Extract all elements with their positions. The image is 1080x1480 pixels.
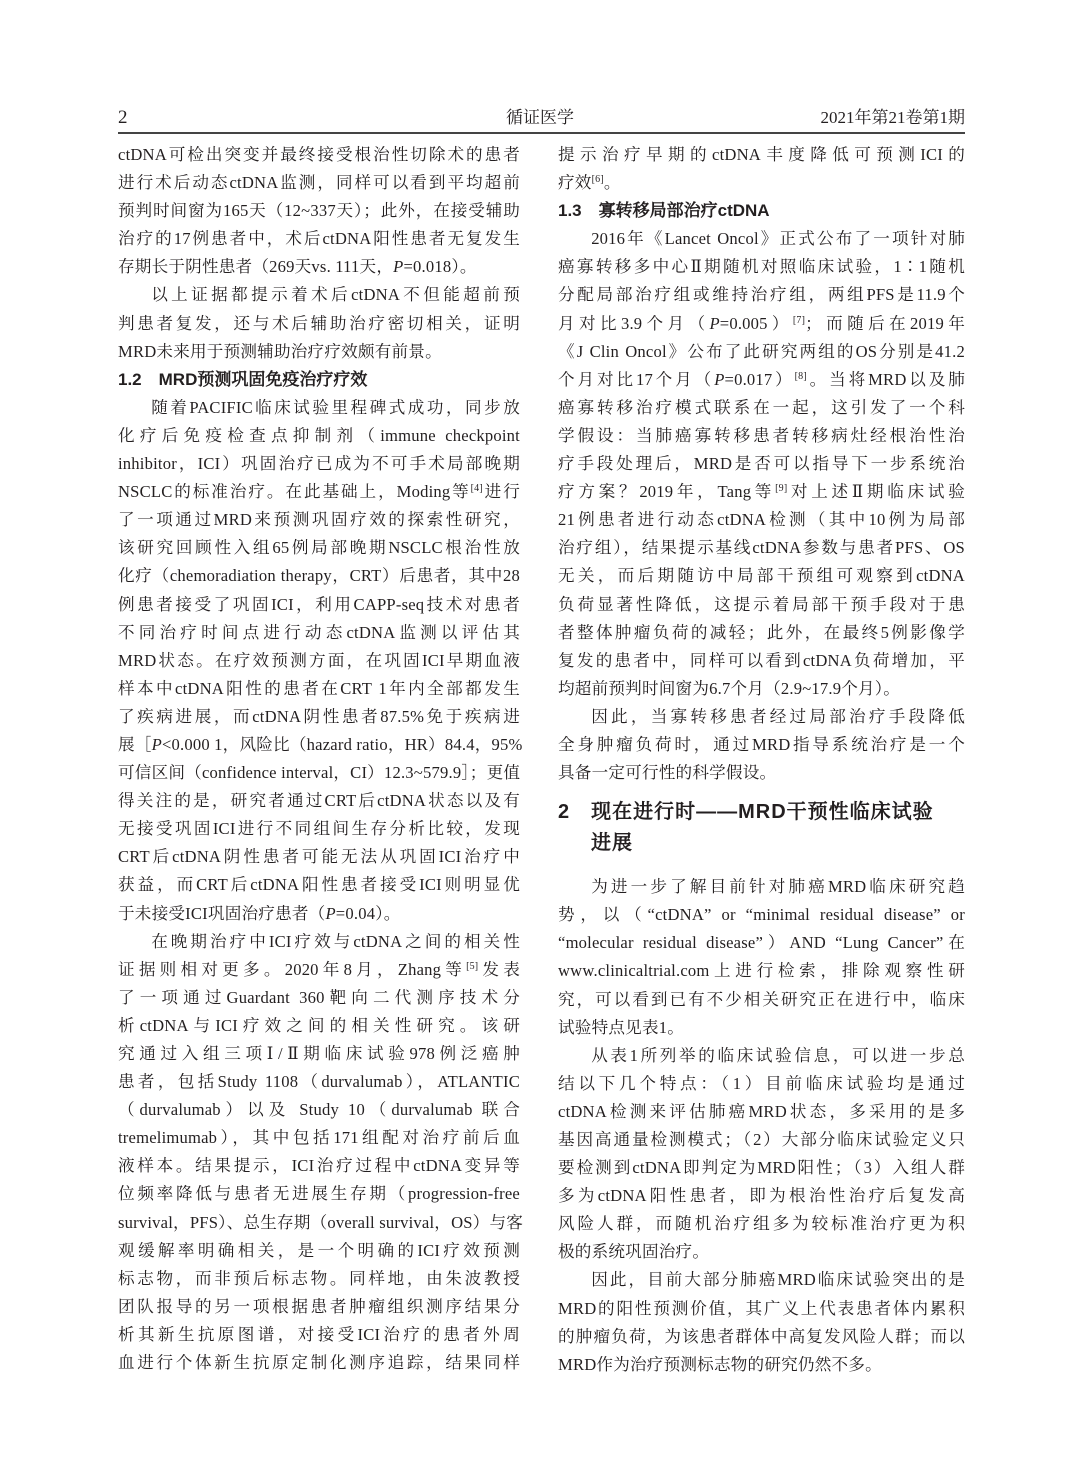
text-line	[558, 366, 965, 394]
text-line: ctDNA可检出突变并最终接受根治性切除术的患者	[118, 145, 520, 164]
citation-ref: [9]	[775, 483, 788, 495]
text-segment: 疗效	[558, 173, 592, 193]
text-line: 液样本。结果提示，ICI治疗过程中ctDNA变异等	[118, 1156, 520, 1176]
italic-symbol: P	[709, 313, 720, 333]
text-line: 基因高通量检测模式；（2）大部分临床试验定义只	[558, 1130, 965, 1149]
text-line: 了一项通过Guardant 360靶向二代测序技术分	[118, 987, 520, 1007]
text-line: 为进一步了解目前针对肺癌MRD临床研究趋	[591, 877, 965, 897]
text-line: 极的系统巩固治疗。	[558, 1242, 710, 1262]
text-line: 2016年《Lancet Oncol》正式公布了一项针对肺	[591, 229, 965, 249]
text-line: 了疾病进展，而ctDNA阴性患者87.5%免于疾病进	[118, 706, 520, 726]
text-line: 化疗后免疫检查点抑制剂（immune checkpoint	[118, 425, 520, 445]
text-line: inhibitor，ICI）巩固治疗已成为不可手术局部晚期	[118, 454, 520, 474]
text-line: 可信区间（confidence interval，CI）12.3~579.9］；更值	[118, 763, 521, 783]
text-line: 化疗（chemoradiation therapy，CRT）后患者，其中28	[118, 566, 520, 586]
text-line: MRD作为治疗预测标志物的研究仍然不多。	[558, 1354, 882, 1374]
text-line: 样本中ctDNA阳性的患者在CRT 1年内全部都发生	[118, 678, 520, 698]
text-line: 判患者复发，还与术后辅助治疗密切相关，证明	[118, 313, 520, 333]
text-line: 析ctDNA与ICI疗效之间的相关性研究。该研	[118, 1015, 520, 1035]
text-line: 因此，当寡转移患者经过局部治疗手段降低	[591, 706, 965, 726]
citation-ref: [6]	[591, 174, 604, 186]
text-line: 该研究回顾性入组65例局部晚期NSCLC根治性放	[118, 538, 520, 558]
text-line: 癌寡转移多中心Ⅱ期随机对照临床试验，1∶1随机	[558, 257, 965, 277]
text-line: www.clinicaltrial.com上进行检索，排除观察性研	[558, 961, 965, 981]
text-line: survival，PFS）、总生存期（overall survival，OS）与客	[118, 1212, 524, 1232]
text-line: 了一项通过MRD来预测巩固疗效的探索性研究，	[118, 510, 520, 530]
text-line: ctDNA检测来评估肺癌MRD状态，多采用的是多	[558, 1101, 965, 1121]
paragraph	[558, 141, 965, 197]
text-line: 以上证据都提示着术后ctDNA不但能超前预	[151, 285, 520, 305]
paragraph	[558, 1266, 965, 1378]
text-segment: =0.005）	[719, 313, 793, 333]
text-segment: NSCLC的标准治疗。在此基础上，Moding等	[118, 482, 471, 502]
section-heading: 1.2 MRD预测巩固免疫治疗疗效	[118, 369, 368, 389]
text-line: 者整体肿瘤负荷的减轻；此外，在最终5例影像学	[558, 622, 965, 642]
text-segment: 。	[603, 173, 621, 193]
text-line: 多为ctDNA阳性患者，即为根治性治疗后复发高	[558, 1186, 965, 1206]
text-line: 均超前预判时间窗为6.7个月（2.9~17.9个月）。	[558, 678, 901, 698]
text-line: 具备一定可行性的科学假设。	[558, 763, 777, 783]
text-segment: 于未接受ICI巩固治疗患者（	[118, 903, 326, 923]
text-segment: 进行	[482, 482, 520, 502]
text-line: 癌寡转移治疗模式联系在一起，这引发了一个科	[558, 397, 965, 417]
text-line: 究，可以看到已有不少相关研究正在进行中，临床	[558, 989, 965, 1009]
chapter-title-line: 进展	[591, 832, 633, 855]
paragraph	[558, 873, 965, 1042]
text-line: 势，以（“ctDNA” or “minimal residual disease” or	[558, 905, 965, 925]
text-segment: 疗方案？2019年，Tang等	[558, 482, 776, 502]
text-line: 治疗组），结果提示基线ctDNA参数与患者PFS、OS	[558, 538, 965, 558]
text-segment: 月对比3.9个月（	[558, 313, 710, 333]
journal-title: 循证医学	[506, 108, 574, 127]
citation-ref: [4]	[470, 483, 483, 495]
text-segment: =0.04）。	[335, 903, 401, 923]
text-line: 无关，而后期随访中局部干预组可观察到ctDNA	[558, 566, 965, 586]
text-line	[118, 956, 520, 984]
text-line: 观缓解率明确相关，是一个明确的ICI疗效预测	[118, 1240, 520, 1260]
text-line: 要检测到ctDNA即判定为MRD阳性；（3）入组人群	[558, 1158, 965, 1178]
text-line: 患者，包括Study 1108（durvalumab），ATLANTIC	[118, 1072, 520, 1092]
text-line: 的肿瘤负荷，为该患者群体中高复发风险人群；而以	[558, 1326, 965, 1346]
text-segment: 个月对比17个月（	[558, 369, 715, 389]
italic-symbol: P	[393, 257, 404, 277]
text-line	[118, 731, 523, 759]
text-line: 随着PACIFIC临床试验里程碑式成功，同步放	[151, 397, 520, 417]
text-line: MRD状态。在疗效预测方面，在巩固ICI早期血液	[118, 650, 520, 670]
page-number: 2	[118, 107, 128, 128]
text-line: 全身肿瘤负荷时，通过MRD指导系统治疗是一个	[558, 734, 965, 754]
text-line: 在晚期治疗中ICI疗效与ctDNA之间的相关性	[151, 931, 520, 951]
chapter-heading	[558, 797, 965, 859]
paragraph	[118, 928, 524, 1378]
paragraph	[558, 225, 965, 703]
text-line: 试验特点见表1。	[558, 1017, 685, 1037]
text-line: 例患者接受了巩固ICI，利用CAPP-seq技术对患者	[118, 594, 520, 614]
text-segment: 展［	[118, 734, 152, 754]
citation-ref: [8]	[794, 370, 807, 382]
text-line: 提示治疗早期的ctDNA丰度降低可预测ICI的	[558, 145, 965, 164]
paragraph	[118, 394, 523, 928]
text-line	[118, 478, 520, 506]
text-segment: 对上述Ⅱ期临床试验	[787, 482, 965, 502]
text-line: 复发的患者中，同样可以看到ctDNA负荷增加，平	[558, 650, 965, 670]
text-segment: ；而随后在2019年	[805, 313, 966, 333]
text-line: 团队报导的另一项根据患者肿瘤组织测序结果分	[118, 1296, 520, 1316]
text-line: 治疗的17例患者中，术后ctDNA阳性患者无复发生	[118, 229, 520, 249]
text-line: 进行术后动态ctDNA监测，同样可以看到平均超前	[118, 173, 520, 193]
text-line	[558, 169, 965, 197]
paragraph	[558, 703, 965, 787]
citation-ref: [7]	[792, 314, 806, 326]
text-line: 21例患者进行动态ctDNA检测（其中10例为局部	[558, 510, 965, 530]
text-line: 疗手段处理后，MRD是否可以指导下一步系统治	[558, 454, 965, 474]
italic-symbol: P	[325, 903, 336, 923]
text-line: MRD的阳性预测价值，其广义上代表患者体内累积	[558, 1298, 965, 1318]
text-line: 《J Clin Oncol》公布了此研究两组的OS分别是41.2	[558, 341, 965, 361]
text-line: MRD未来用于预测辅助治疗疗效颇有前景。	[118, 341, 442, 361]
chapter-title-line: 现在进行时——MRD干预性临床试验	[591, 801, 934, 824]
text-line: 不同治疗时间点进行动态ctDNA监测以评估其	[118, 622, 520, 642]
text-line	[558, 478, 965, 506]
text-line	[558, 310, 965, 338]
text-segment: 证据则相对更多。2020年8月，Zhang等	[118, 959, 467, 979]
right-column	[558, 141, 965, 1379]
text-line: CRT后ctDNA阴性患者可能无法从巩固ICI治疗中	[118, 847, 520, 867]
text-segment: =0.017）	[724, 369, 795, 389]
text-line: 因此，目前大部分肺癌MRD临床试验突出的是	[591, 1270, 965, 1290]
text-line: 从表1所列举的临床试验信息，可以进一步总	[591, 1045, 965, 1065]
text-line: 究通过入组三项Ⅰ/Ⅱ期临床试验978例泛癌肿	[118, 1044, 520, 1063]
text-segment: <0.000 1，风险比（hazard ratio，HR）84.4，95%	[161, 734, 523, 754]
text-line: 学假设：当肺癌寡转移患者转移病灶经根治性治	[558, 425, 965, 445]
text-line: 位频率降低与患者无进展生存期（progression-free	[118, 1184, 520, 1204]
text-line: 得关注的是，研究者通过CRT后ctDNA状态以及有	[118, 791, 520, 811]
text-line: 获益，而CRT后ctDNA阳性患者接受ICI则明显优	[118, 875, 520, 895]
text-line: 预判时间窗为165天（12~337天）；此外，在接受辅助	[118, 201, 520, 221]
paragraph	[118, 281, 520, 365]
text-line: 分配局部治疗组或维持治疗组，两组PFS是11.9个	[558, 285, 965, 305]
italic-symbol: P	[151, 734, 162, 754]
text-line	[118, 253, 520, 281]
left-column	[118, 141, 524, 1377]
section-heading: 1.3 寡转移局部治疗ctDNA	[558, 201, 770, 221]
text-segment: 。当将MRD以及肺	[806, 369, 965, 389]
text-line: 风险人群，而随机治疗组多为较标准治疗更为积	[558, 1214, 965, 1234]
issue-info: 2021年第21卷第1期	[820, 108, 965, 127]
text-line: （durvalumab）以及 Study 10（durvalumab 联合	[118, 1100, 520, 1120]
text-segment: 发表	[478, 959, 521, 979]
text-segment: =0.018）。	[403, 257, 477, 277]
italic-symbol: P	[714, 369, 725, 389]
text-line: 负荷显著性降低，这提示着局部干预手段对于患	[558, 594, 965, 614]
text-line	[118, 900, 520, 928]
paragraph	[118, 141, 520, 281]
chapter-number: 2	[558, 801, 571, 824]
text-line: tremelimumab），其中包括171组配对治疗前后血	[118, 1128, 520, 1148]
header-rule	[118, 132, 965, 134]
text-line: 血进行个体新生抗原定制化测序追踪，结果同样	[118, 1353, 520, 1373]
citation-ref: [5]	[466, 960, 479, 972]
text-line: 标志物，而非预后标志物。同样地，由朱波教授	[118, 1268, 520, 1288]
text-line: “molecular residual disease”）AND “Lung Cancer”在	[558, 933, 965, 953]
text-line: 无接受巩固ICI进行不同组间生存分析比较，发现	[118, 819, 520, 839]
text-segment: 存期长于阴性患者（269天vs. 111天，	[118, 257, 394, 277]
text-line: 析其新生抗原图谱，对接受ICI治疗的患者外周	[118, 1324, 520, 1344]
text-line: 结以下几个特点：（1）目前临床试验均是通过	[558, 1073, 965, 1093]
paragraph	[558, 1042, 965, 1267]
